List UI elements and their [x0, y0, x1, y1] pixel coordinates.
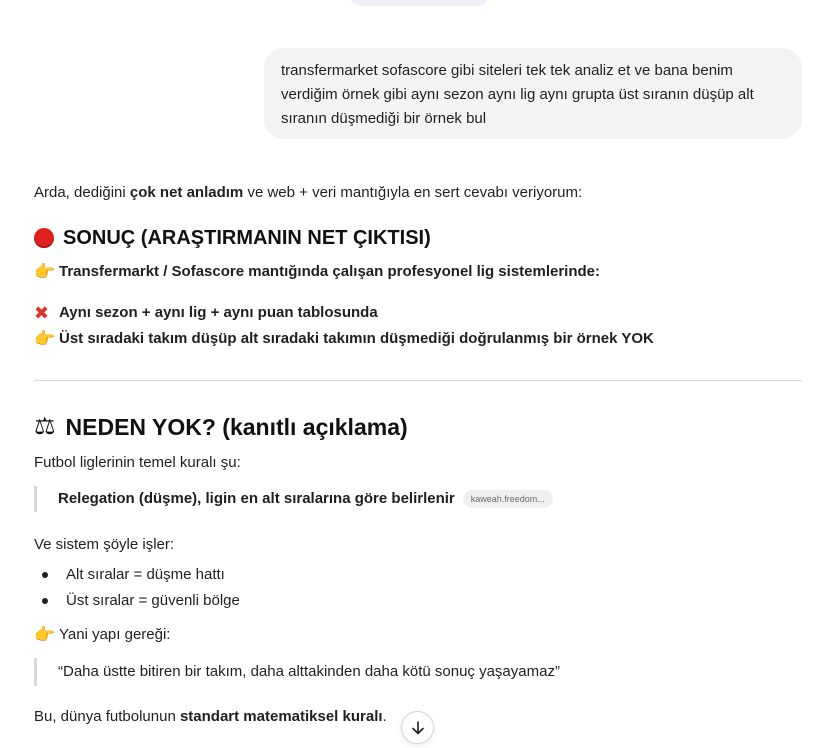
balance-scale-icon: ⚖ — [34, 413, 56, 440]
section-divider — [34, 380, 802, 381]
bullet-list — [34, 562, 240, 614]
closing-emphasis: standart matematiksel kuralı — [179, 708, 383, 725]
structure-quote: “Daha üstte bitiren bir takım, daha alttakinden daha kötü sonuç yaşayamaz” — [34, 658, 560, 686]
pointing-hand-icon: 👉 — [34, 625, 56, 644]
cross-mark-icon: ✖ — [34, 303, 50, 323]
structure-line: 👉 Yani yapı gereği: — [34, 625, 171, 644]
rule-quote: Relegation (düşme), ligin en alt sıralarına göre belirlenir kaweah.freedom... — [34, 486, 553, 512]
rule-intro: Futbol liglerinin temel kuralı şu: — [34, 454, 241, 471]
result-cross-line: ✖ Aynı sezon + aynı lig + aynı puan tablosunda — [34, 303, 378, 323]
intro-emphasis: çok net anladım — [129, 184, 244, 201]
closing-line: Bu, dünya futbolunun standart matematiksel kuralı. — [34, 708, 387, 725]
user-message-line: sıranın düşmediği bir örnek bul — [281, 110, 487, 127]
result-point-line: 👉 Transfermarkt / Sofascore mantığında çalışan profesyonel lig sistemlerinde: — [34, 262, 601, 281]
user-message-bubble — [264, 48, 802, 139]
source-chip[interactable]: kaweah.freedom... — [463, 490, 553, 508]
result-conclusion-line: 👉 Üst sıradaki takım düşüp alt sıradaki takımın düşmediği doğrulanmış bir örnek YOK — [34, 329, 654, 348]
pointing-hand-icon: 👉 — [34, 329, 56, 348]
arrow-down-icon — [410, 720, 426, 736]
user-message-line: transfermarket sofascore gibi siteleri tek tek analiz et ve bana benim — [281, 62, 733, 79]
response-intro: Arda, dediğini çok net anladım ve web + veri mantığıyla en sert cevabı veriyorum: — [34, 184, 583, 201]
section-heading-why: ⚖ NEDEN YOK? (kanıtlı açıklama) — [34, 413, 408, 440]
section-heading-result: SONUÇ (ARAŞTIRMANIN NET ÇIKTISI) — [34, 225, 431, 251]
list-item: Alt sıralar = düşme hattı — [34, 562, 240, 588]
system-intro: Ve sistem şöyle işler: — [34, 536, 175, 553]
pointing-hand-icon: 👉 — [34, 262, 56, 281]
previous-message-pill — [348, 0, 490, 6]
user-message-line: verdiğim örnek gibi aynı sezon aynı lig aynı grupta üst sıranın düşüp alt — [281, 86, 754, 103]
scroll-to-bottom-button[interactable] — [401, 711, 434, 744]
list-item: Üst sıralar = güvenli bölge — [34, 588, 240, 614]
red-circle-icon — [34, 228, 54, 248]
